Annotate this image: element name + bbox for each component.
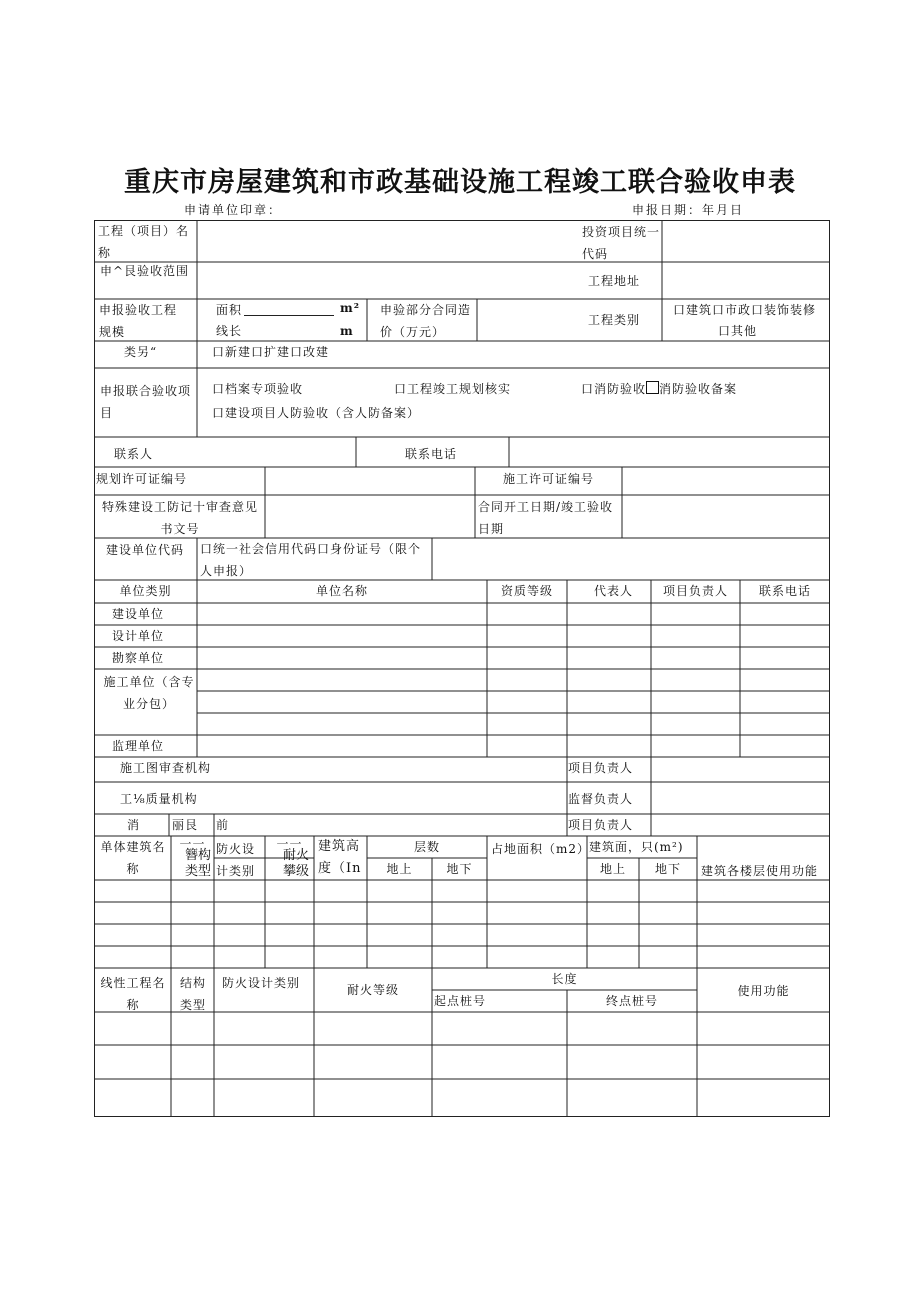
fire-agency-label-c: 前 xyxy=(216,818,230,832)
joint-item-civil-defense[interactable]: 口建设项目人防验收（含人防备案） xyxy=(212,406,421,420)
linear-name-header: 线性工程名称 xyxy=(100,976,166,1012)
unit-code-label: 建设单位代码 xyxy=(106,543,185,557)
contact-label: 联系人 xyxy=(114,447,154,461)
length-label: 线长 xyxy=(216,324,243,338)
length-unit: m xyxy=(340,324,354,338)
units-row-design: 设计单位 xyxy=(112,629,165,643)
fire-lead-label: 项目负责人 xyxy=(568,818,634,832)
linear-usage-header: 使用功能 xyxy=(737,984,790,998)
investment-code-label: 投资项目统一代码 xyxy=(582,225,661,261)
project-name-label: 工程（项目）名称 xyxy=(98,224,190,260)
units-row-supervision: 监理单位 xyxy=(112,739,165,753)
structure-header-top: 一一 xyxy=(179,837,206,851)
fire-rating-header-top: 一一 xyxy=(276,837,303,851)
category-label: 类另“ xyxy=(124,345,158,359)
area-unit: m² xyxy=(340,301,360,315)
linear-length-header: 长度 xyxy=(551,972,578,986)
drawing-review-label: 施工图审查机构 xyxy=(120,761,212,775)
land-area-header: 占地面积（m2） xyxy=(491,842,591,856)
area-label: 面积 xyxy=(216,303,243,317)
joint-items-label: 申报联合验收项目 xyxy=(100,384,192,420)
units-header-project-lead: 项目负责人 xyxy=(662,584,728,598)
joint-item-archive[interactable]: 口档案专项验收 xyxy=(212,382,304,396)
floor-area-header: 建筑面，只(m²) xyxy=(589,840,684,854)
units-row-owner: 建设单位 xyxy=(112,607,165,621)
fire-design-header: 防火设计类别 xyxy=(216,842,256,878)
area-below-header: 地下 xyxy=(654,862,681,876)
project-type-label: 工程类别 xyxy=(588,313,641,327)
scope-label: 申^艮验收范围 xyxy=(100,264,190,278)
quality-agency-label: 工⅛质量机构 xyxy=(120,792,198,806)
linear-fire-rating-header: 耐火等级 xyxy=(346,983,399,997)
phone-label: 联系电话 xyxy=(405,447,458,461)
units-row-survey: 勘察单位 xyxy=(112,651,165,665)
floors-above-header: 地上 xyxy=(386,862,413,876)
units-header-type: 单位类别 xyxy=(119,584,172,598)
planning-permit-label: 规划许可证编号 xyxy=(96,472,188,486)
application-form xyxy=(94,220,830,1117)
fire-agency-label-b: 丽艮 xyxy=(172,818,199,832)
quality-lead-label: 监督负责人 xyxy=(568,792,634,806)
joint-item-fire-acceptance[interactable] xyxy=(581,378,737,400)
units-header-representative: 代表人 xyxy=(594,584,634,598)
category-options[interactable]: 口新建口扩建口改建 xyxy=(212,345,330,359)
floor-usage-header: 建筑各楼层使用功能 xyxy=(701,864,819,878)
special-review-label: 特殊建设工防记十审查意见书文号 xyxy=(101,500,258,536)
joint-item-planning[interactable]: 口工程竣工规划核实 xyxy=(394,382,512,396)
building-height-header: 建筑高度（In xyxy=(318,839,362,876)
project-type-options[interactable]: 口建筑口市政口装饰装修 xyxy=(673,303,817,317)
checkbox-icon[interactable] xyxy=(646,381,659,394)
linear-structure-header: 结构类型 xyxy=(179,976,206,1012)
linear-end-header: 终点桩号 xyxy=(605,994,658,1008)
floors-header: 层数 xyxy=(413,840,440,854)
units-header-phone: 联系电话 xyxy=(758,584,811,598)
fire-agency-label-a: 消 xyxy=(127,818,141,832)
floors-below-header: 地下 xyxy=(446,862,473,876)
area-above-header: 地上 xyxy=(599,862,626,876)
unit-code-options[interactable]: 口统一社会信用代码口身份证号（限个人申报） xyxy=(200,542,422,578)
linear-fire-design-header: 防火设计类别 xyxy=(222,976,301,990)
joint-item-fire-acceptance-text: 口消防验收 xyxy=(581,382,647,396)
scale-label: 申报验收工程规模 xyxy=(99,303,178,339)
construction-permit-label: 施工许可证编号 xyxy=(503,472,595,486)
linear-start-header: 起点桩号 xyxy=(434,994,487,1008)
report-date-label: 申报日期：年月日 xyxy=(632,203,745,217)
address-label: 工程地址 xyxy=(588,274,641,288)
contract-dates-label: 合同开工日期/竣工验收日期 xyxy=(478,500,614,536)
project-type-other[interactable]: 口其他 xyxy=(718,324,758,338)
building-name-header: 单体建筑名称 xyxy=(100,840,166,876)
units-row-construction: 施工单位（含专业分包） xyxy=(103,675,195,711)
applicant-seal-label: 申请单位印章： xyxy=(184,203,283,217)
form-title: 重庆市房屋建筑和市政基础设施工程竣工联合验收申表 xyxy=(124,167,796,198)
fire-rating-header: 耐火攀级 xyxy=(282,848,309,879)
units-header-name: 单位名称 xyxy=(315,584,368,598)
contract-price-label: 申验部分合同造价（万元） xyxy=(380,303,472,339)
structure-type-header: 簪构类型 xyxy=(184,848,211,879)
area-value-line[interactable] xyxy=(244,299,334,316)
joint-item-fire-filing-text: 消防验收备案 xyxy=(659,382,738,396)
units-header-qualification: 资质等级 xyxy=(500,584,553,598)
drawing-review-lead-label: 项目负责人 xyxy=(568,761,634,775)
